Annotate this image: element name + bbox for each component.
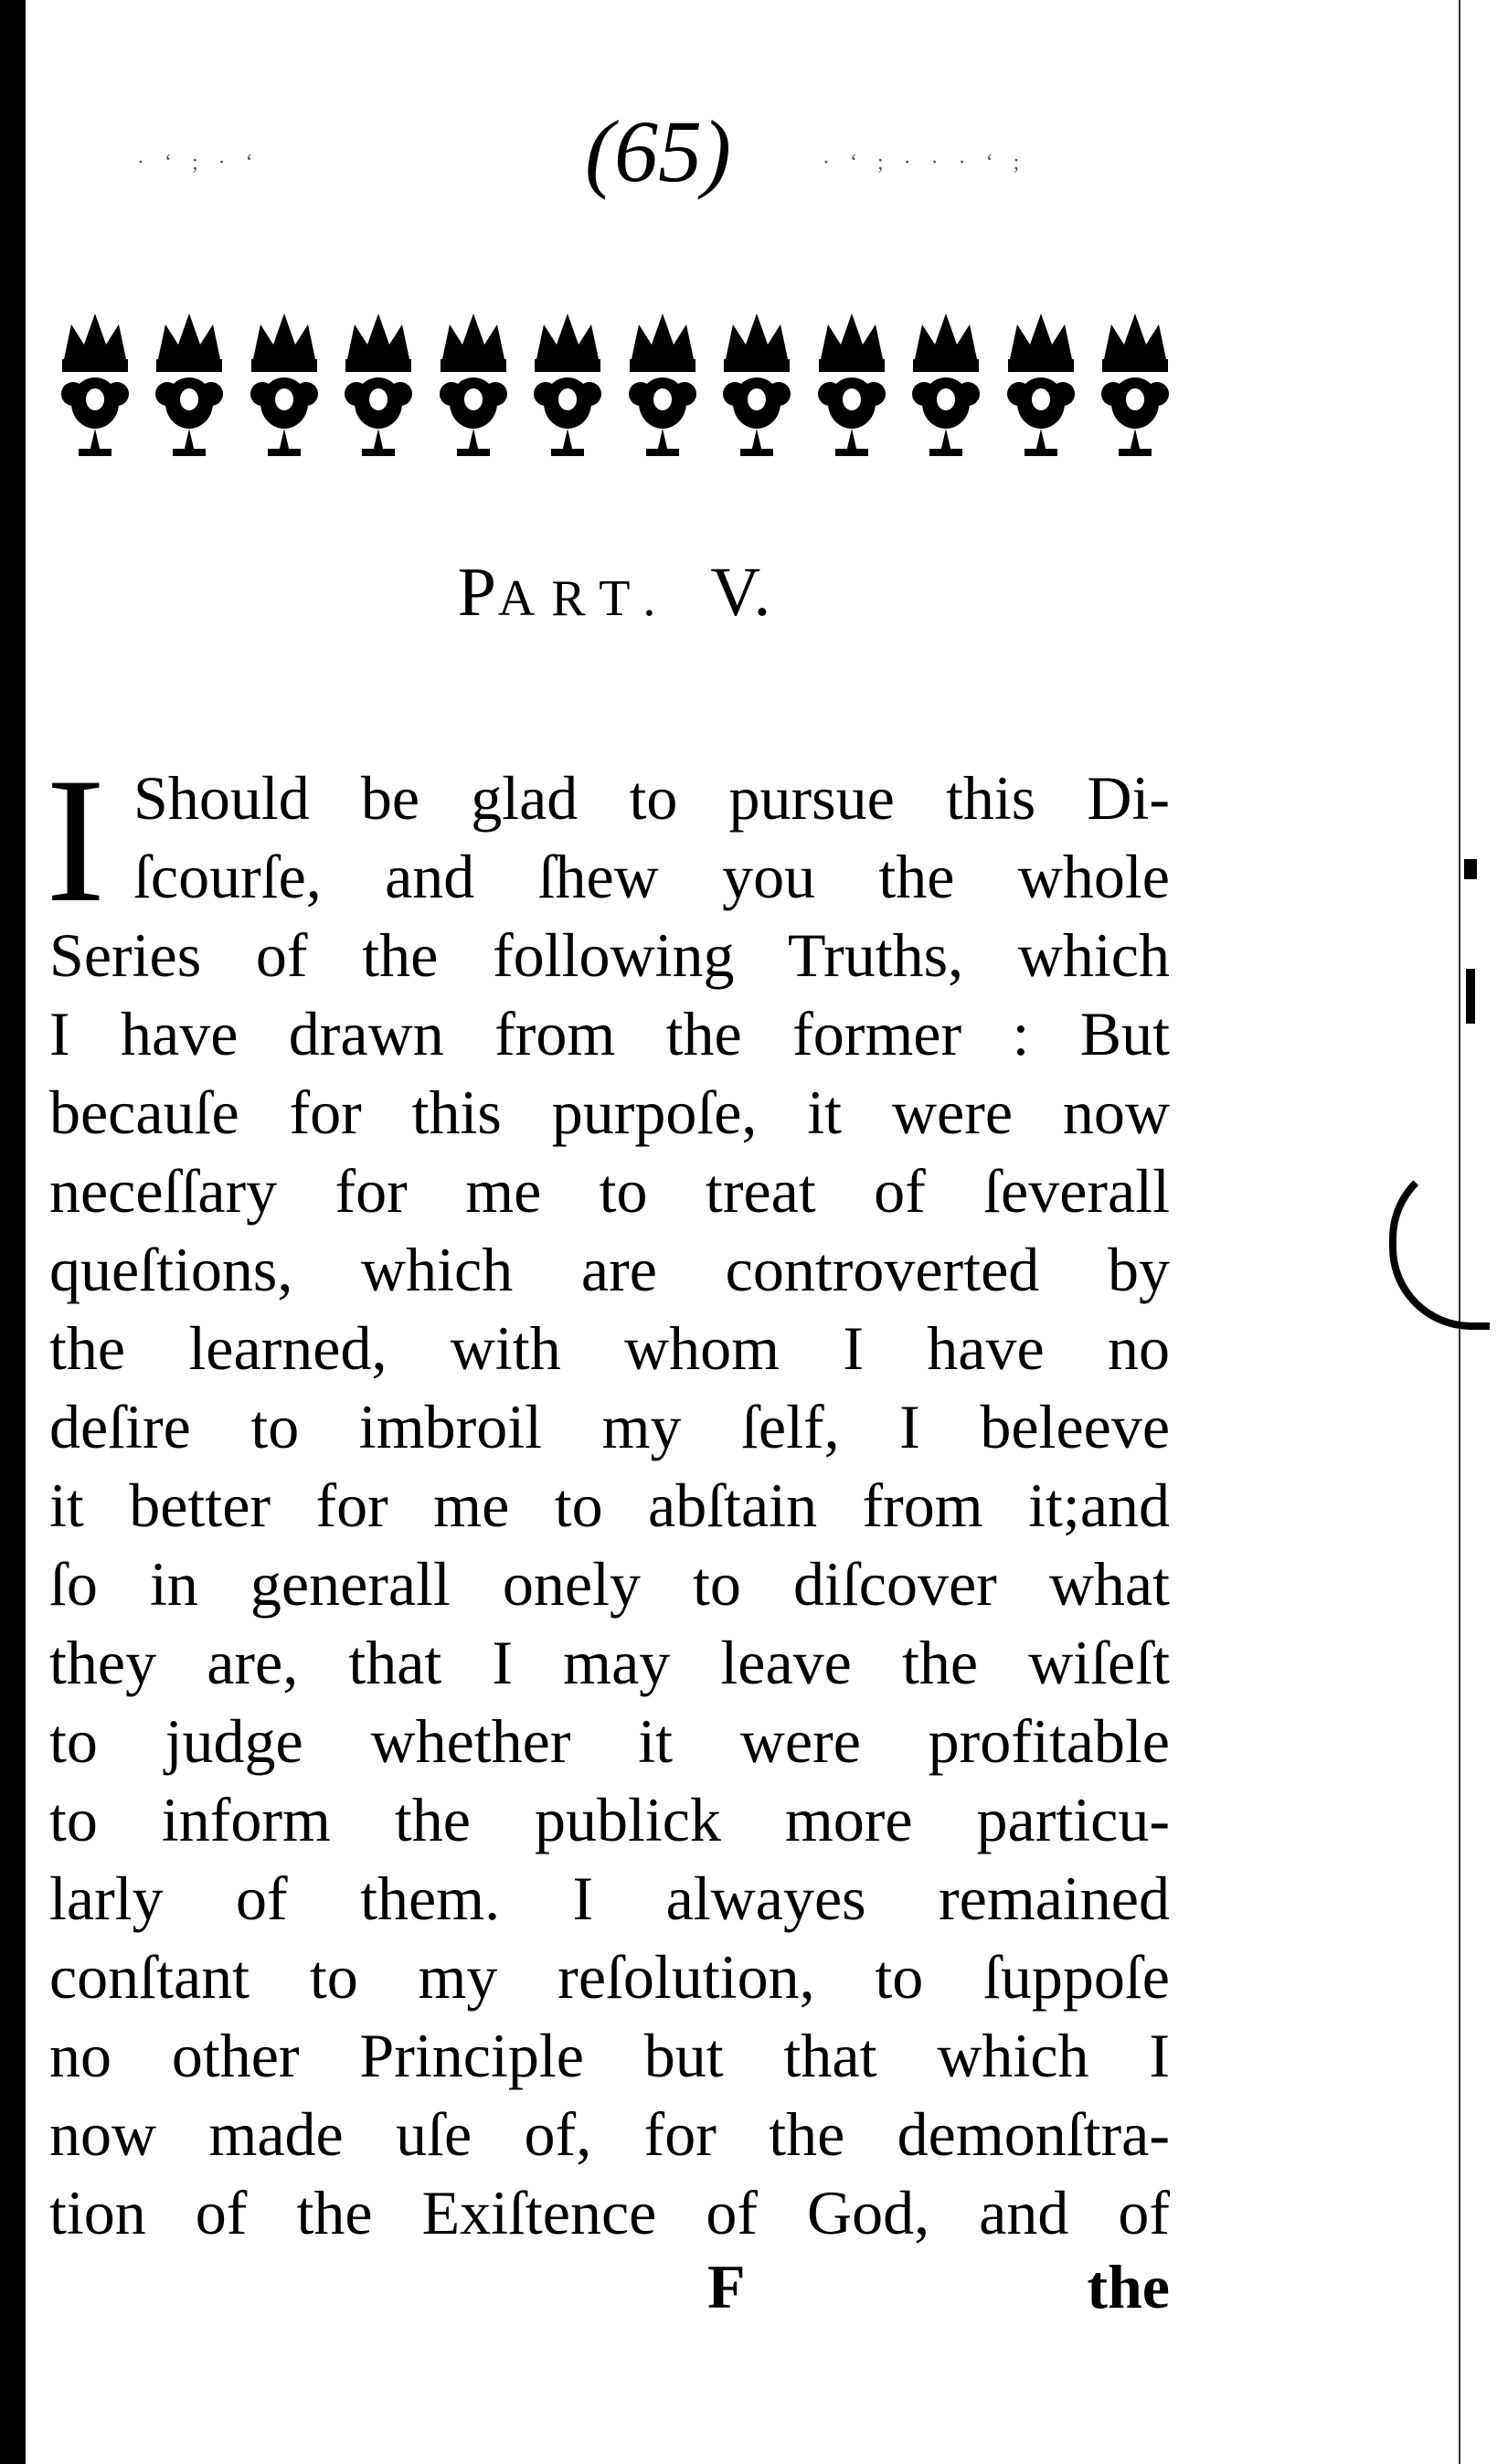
text-line: Should be glad to pursue this Di- bbox=[133, 763, 1170, 833]
text-line: becauſe for this purpoſe, it were now bbox=[49, 1078, 1170, 1147]
crown-flower-ornament-icon bbox=[810, 304, 894, 460]
crown-flower-ornament-icon bbox=[147, 304, 231, 460]
text-line: neceſſary for me to treat of ſeverall bbox=[49, 1156, 1170, 1226]
signature-mark: F bbox=[707, 2252, 746, 2321]
text-line: deſire to imbroil my ſelf, I beleeve bbox=[49, 1392, 1170, 1461]
text-line: to inform the publick more particu- bbox=[49, 1785, 1170, 1854]
crown-flower-ornament-icon bbox=[621, 304, 705, 460]
ink-specks: · ‘ ; · ‘ bbox=[137, 151, 260, 175]
ink-specks: · ‘ ; · · · ‘ ; bbox=[823, 151, 1027, 175]
text-line: to judge whether it were profitable bbox=[49, 1706, 1170, 1776]
left-page-border bbox=[0, 0, 26, 2464]
text-line: Series of the following Truths, which bbox=[49, 920, 1170, 990]
text-line: it better for me to abſtain from it;and bbox=[49, 1471, 1170, 1540]
crown-flower-ornament-icon bbox=[242, 304, 326, 460]
crown-flower-ornament-icon bbox=[526, 304, 610, 460]
text-line: ſcourſe, and ſhew you the whole bbox=[133, 842, 1170, 911]
crown-flower-ornament-icon bbox=[715, 304, 799, 460]
text-line: tion of the Exiſtence of God, and of bbox=[49, 2178, 1170, 2247]
text-line: ſo in generall onely to diſcover what bbox=[49, 1549, 1170, 1619]
catchword: the bbox=[1087, 2252, 1170, 2321]
part-heading-word: ART. bbox=[497, 570, 673, 627]
crown-flower-ornament-icon bbox=[904, 304, 988, 460]
printers-ornament-band bbox=[53, 302, 1177, 462]
footer-catchwords bbox=[49, 2250, 1170, 2323]
crown-flower-ornament-icon bbox=[999, 304, 1083, 460]
text-line: conſtant to my reſolution, to ſuppoſe bbox=[49, 1942, 1170, 2012]
text-line: they are, that I may leave the wiſeſt bbox=[49, 1628, 1170, 1697]
text-line: queſtions, which are controverted by bbox=[49, 1235, 1170, 1304]
text-line: the learned, with whom I have no bbox=[49, 1313, 1170, 1383]
edge-mark bbox=[1466, 969, 1475, 1024]
part-heading bbox=[53, 554, 1177, 631]
body-text bbox=[49, 759, 1170, 2252]
page-number: (65) bbox=[585, 102, 731, 200]
text-line: I have drawn from the former : But bbox=[49, 999, 1170, 1068]
text-line: now made uſe of, for the demonſtra- bbox=[49, 2099, 1170, 2169]
crown-flower-ornament-icon bbox=[336, 304, 420, 460]
margin-bracket-mark bbox=[1389, 1156, 1490, 1330]
text-line: no other Principle but that which I bbox=[49, 2021, 1170, 2090]
part-heading-numeral: V. bbox=[710, 554, 773, 631]
crown-flower-ornament-icon bbox=[431, 304, 515, 460]
part-heading-initial: P bbox=[457, 554, 498, 631]
crown-flower-ornament-icon bbox=[53, 304, 137, 460]
drop-cap: I bbox=[46, 741, 106, 940]
crown-flower-ornament-icon bbox=[1093, 304, 1177, 460]
edge-mark bbox=[1464, 859, 1477, 879]
text-line: larly of them. I alwayes remained bbox=[49, 1864, 1170, 1933]
